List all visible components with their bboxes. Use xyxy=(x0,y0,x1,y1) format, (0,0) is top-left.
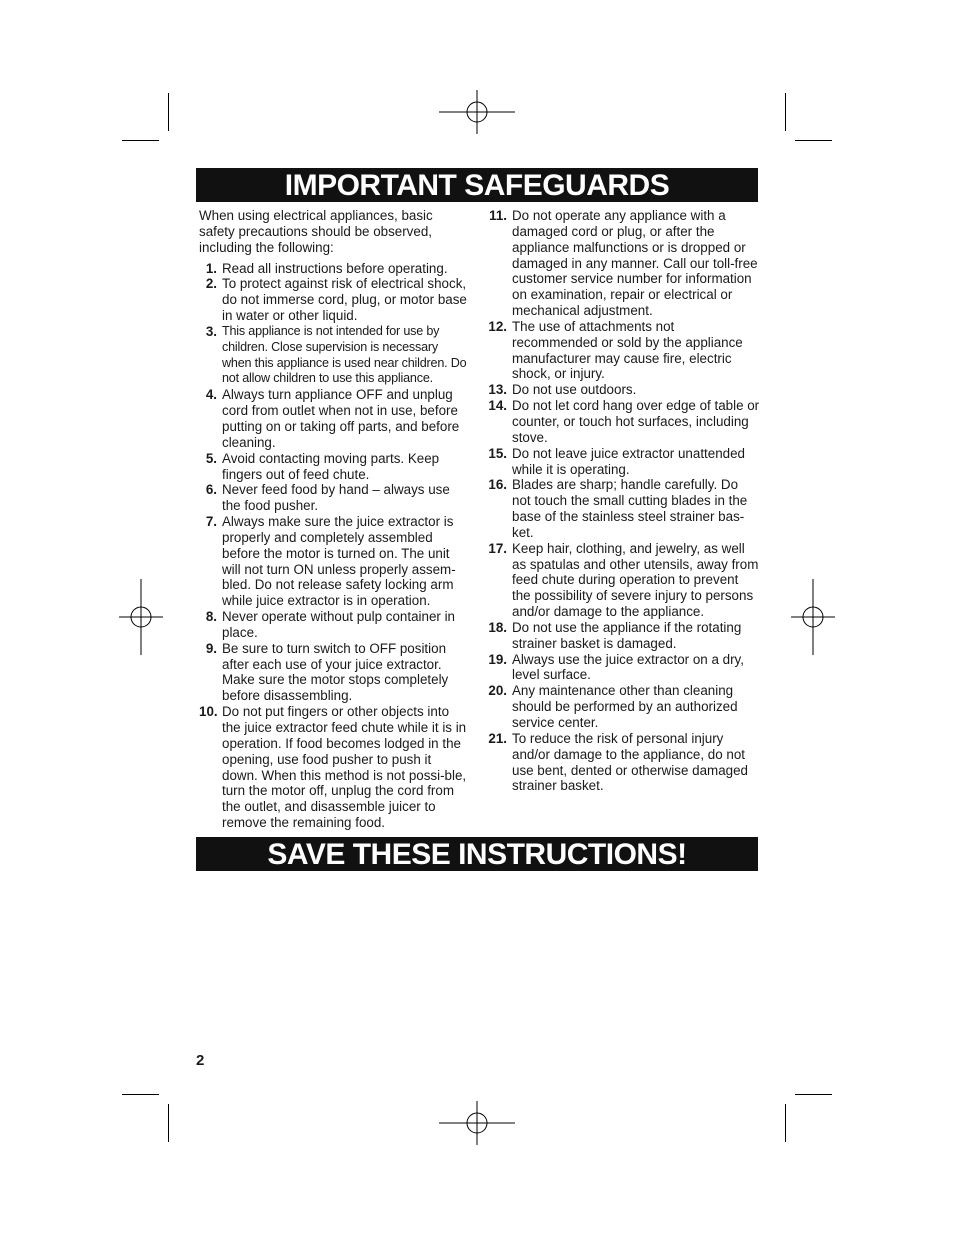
item-number: 5. xyxy=(205,450,217,466)
item-text: Avoid contacting moving parts. Keep fingers out of feed chute. xyxy=(222,450,440,482)
item-number: 18. xyxy=(488,619,507,635)
intro-paragraph: When using electrical appliances, basic safety precautions should be observed, including the following: xyxy=(199,208,433,255)
list-item xyxy=(199,609,467,641)
item-number: 20. xyxy=(488,683,507,699)
item-number: 11. xyxy=(489,208,507,223)
list-item xyxy=(199,451,467,483)
item-text: Always turn appliance OFF and unplug cord from outlet when not in use, before putting on or taking off parts, and before cleaning. xyxy=(222,387,460,450)
list-item xyxy=(199,704,467,831)
page-number: 2 xyxy=(196,1052,205,1069)
list-item xyxy=(199,387,467,450)
list-item xyxy=(488,731,760,794)
list-item xyxy=(199,514,467,609)
item-number: 7. xyxy=(205,514,217,530)
item-text: Do not let cord hang over edge of table or counter, or touch hot surfaces, including stove. xyxy=(512,398,760,445)
crop-mark-bottom-left-horizontal xyxy=(122,1094,159,1095)
list-item xyxy=(199,641,467,704)
list-item xyxy=(488,477,760,540)
list-item xyxy=(488,446,760,478)
list-item xyxy=(488,541,760,620)
list-item xyxy=(488,652,760,684)
item-number: 9. xyxy=(205,640,217,656)
registration-mark-top-icon xyxy=(439,74,515,150)
item-text: Do not use outdoors. xyxy=(512,382,637,398)
list-item xyxy=(199,261,467,277)
list-item xyxy=(199,482,467,514)
item-text: Blades are sharp; handle carefully. Do not touch the small cutting blades in the base of the stainless steel strainer bas-ket. xyxy=(512,477,748,540)
safeguards-list-left xyxy=(199,261,467,831)
item-text: Never operate without pulp container in place. xyxy=(222,609,455,640)
item-text: Never feed food by hand – always use the food pusher. xyxy=(222,482,450,514)
item-number: 6. xyxy=(205,482,217,498)
item-number: 3. xyxy=(205,323,217,339)
item-text: Always make sure the juice extractor is properly and completely assembled before the motor is turned on. The unit will not turn ON unless properly assem-bled. Do not release safety locking arm while juice extractor is in operation. xyxy=(222,514,456,609)
list-item xyxy=(488,620,760,652)
item-number: 17. xyxy=(488,540,507,556)
crop-mark-bottom-right-horizontal xyxy=(795,1094,832,1095)
item-text: This appliance is not intended for use by children. Close supervision is necessary when this appliance is used near children. Do not allow children to use this appliance. xyxy=(222,323,467,386)
item-text: Do not leave juice extractor unattended while it is operating. xyxy=(512,445,745,477)
safeguards-list-right xyxy=(488,208,760,794)
item-text: Do not use the appliance if the rotating strainer basket is damaged. xyxy=(512,619,742,651)
item-number: 16. xyxy=(488,477,507,493)
item-number: 2. xyxy=(205,276,217,292)
list-item xyxy=(488,398,760,446)
crop-mark-bottom-right-vertical xyxy=(785,1104,786,1142)
item-number: 14. xyxy=(488,398,507,414)
crop-mark-top-right-vertical xyxy=(785,93,786,131)
item-number: 12. xyxy=(488,318,507,334)
list-item xyxy=(488,208,760,319)
item-text: Be sure to turn switch to OFF position after each use of your juice extractor. Make sure the motor stops completely before disassembling. xyxy=(222,640,449,704)
item-number: 1. xyxy=(205,260,217,276)
registration-mark-left-icon xyxy=(103,579,179,655)
crop-mark-top-left-horizontal xyxy=(122,140,159,141)
item-number: 19. xyxy=(488,651,507,667)
item-text: Read all instructions before operating. xyxy=(222,260,448,276)
list-item xyxy=(488,683,760,731)
item-text: Do not put fingers or other objects into the juice extractor feed chute while it is in operation. If food becomes lodged in the opening, use food pusher to push it down. When this method is not possi-ble, turn the motor off, unplug the cord from the outlet, and disassemble juicer to remove the remaining food. xyxy=(222,704,467,831)
list-item xyxy=(488,319,760,382)
page-title: IMPORTANT SAFEGUARDS xyxy=(196,168,758,202)
item-number: 10. xyxy=(199,704,218,720)
item-number: 4. xyxy=(205,387,217,403)
registration-mark-bottom-icon xyxy=(439,1085,515,1161)
item-text: Always use the juice extractor on a dry, level surface. xyxy=(512,651,744,683)
item-text: The use of attachments not recommended or sold by the appliance manufacturer may cause fire, electric shock, or injury. xyxy=(512,318,743,382)
item-number: 13. xyxy=(488,382,507,398)
item-number: 8. xyxy=(205,609,217,625)
list-item xyxy=(199,276,467,324)
crop-mark-bottom-left-vertical xyxy=(168,1104,169,1142)
item-text: To reduce the risk of personal injury and/or damage to the appliance, do not use bent, dented or otherwise damaged strainer basket. xyxy=(512,730,748,794)
item-text: Do not operate any appliance with a damaged cord or plug, or after the appliance malfunctions or is dropped or damaged in any manner. Call our toll-free customer service number for information on examination, repair or electrical or mechanical adjustment. xyxy=(512,208,758,319)
crop-mark-top-right-horizontal xyxy=(795,140,832,141)
list-item xyxy=(488,382,760,398)
registration-mark-right-icon xyxy=(775,579,851,655)
item-text: Keep hair, clothing, and jewelry, as well as spatulas and other utensils, away from feed chute during operation to prevent the possibility of severe injury to persons and/or damage to the appliance. xyxy=(512,540,759,620)
item-number: 15. xyxy=(488,445,507,461)
item-text: Any maintenance other than cleaning should be performed by an authorized service center. xyxy=(512,683,738,730)
safeguards-right-column xyxy=(488,208,760,794)
save-instructions-banner: SAVE THESE INSTRUCTIONS! xyxy=(196,837,758,871)
item-number: 21. xyxy=(488,730,507,746)
safeguards-left-column xyxy=(199,208,467,831)
crop-mark-top-left-vertical xyxy=(168,93,169,131)
item-text: To protect against risk of electrical shock, do not immerse cord, plug, or motor base in water or other liquid. xyxy=(222,276,467,324)
list-item xyxy=(199,324,467,387)
